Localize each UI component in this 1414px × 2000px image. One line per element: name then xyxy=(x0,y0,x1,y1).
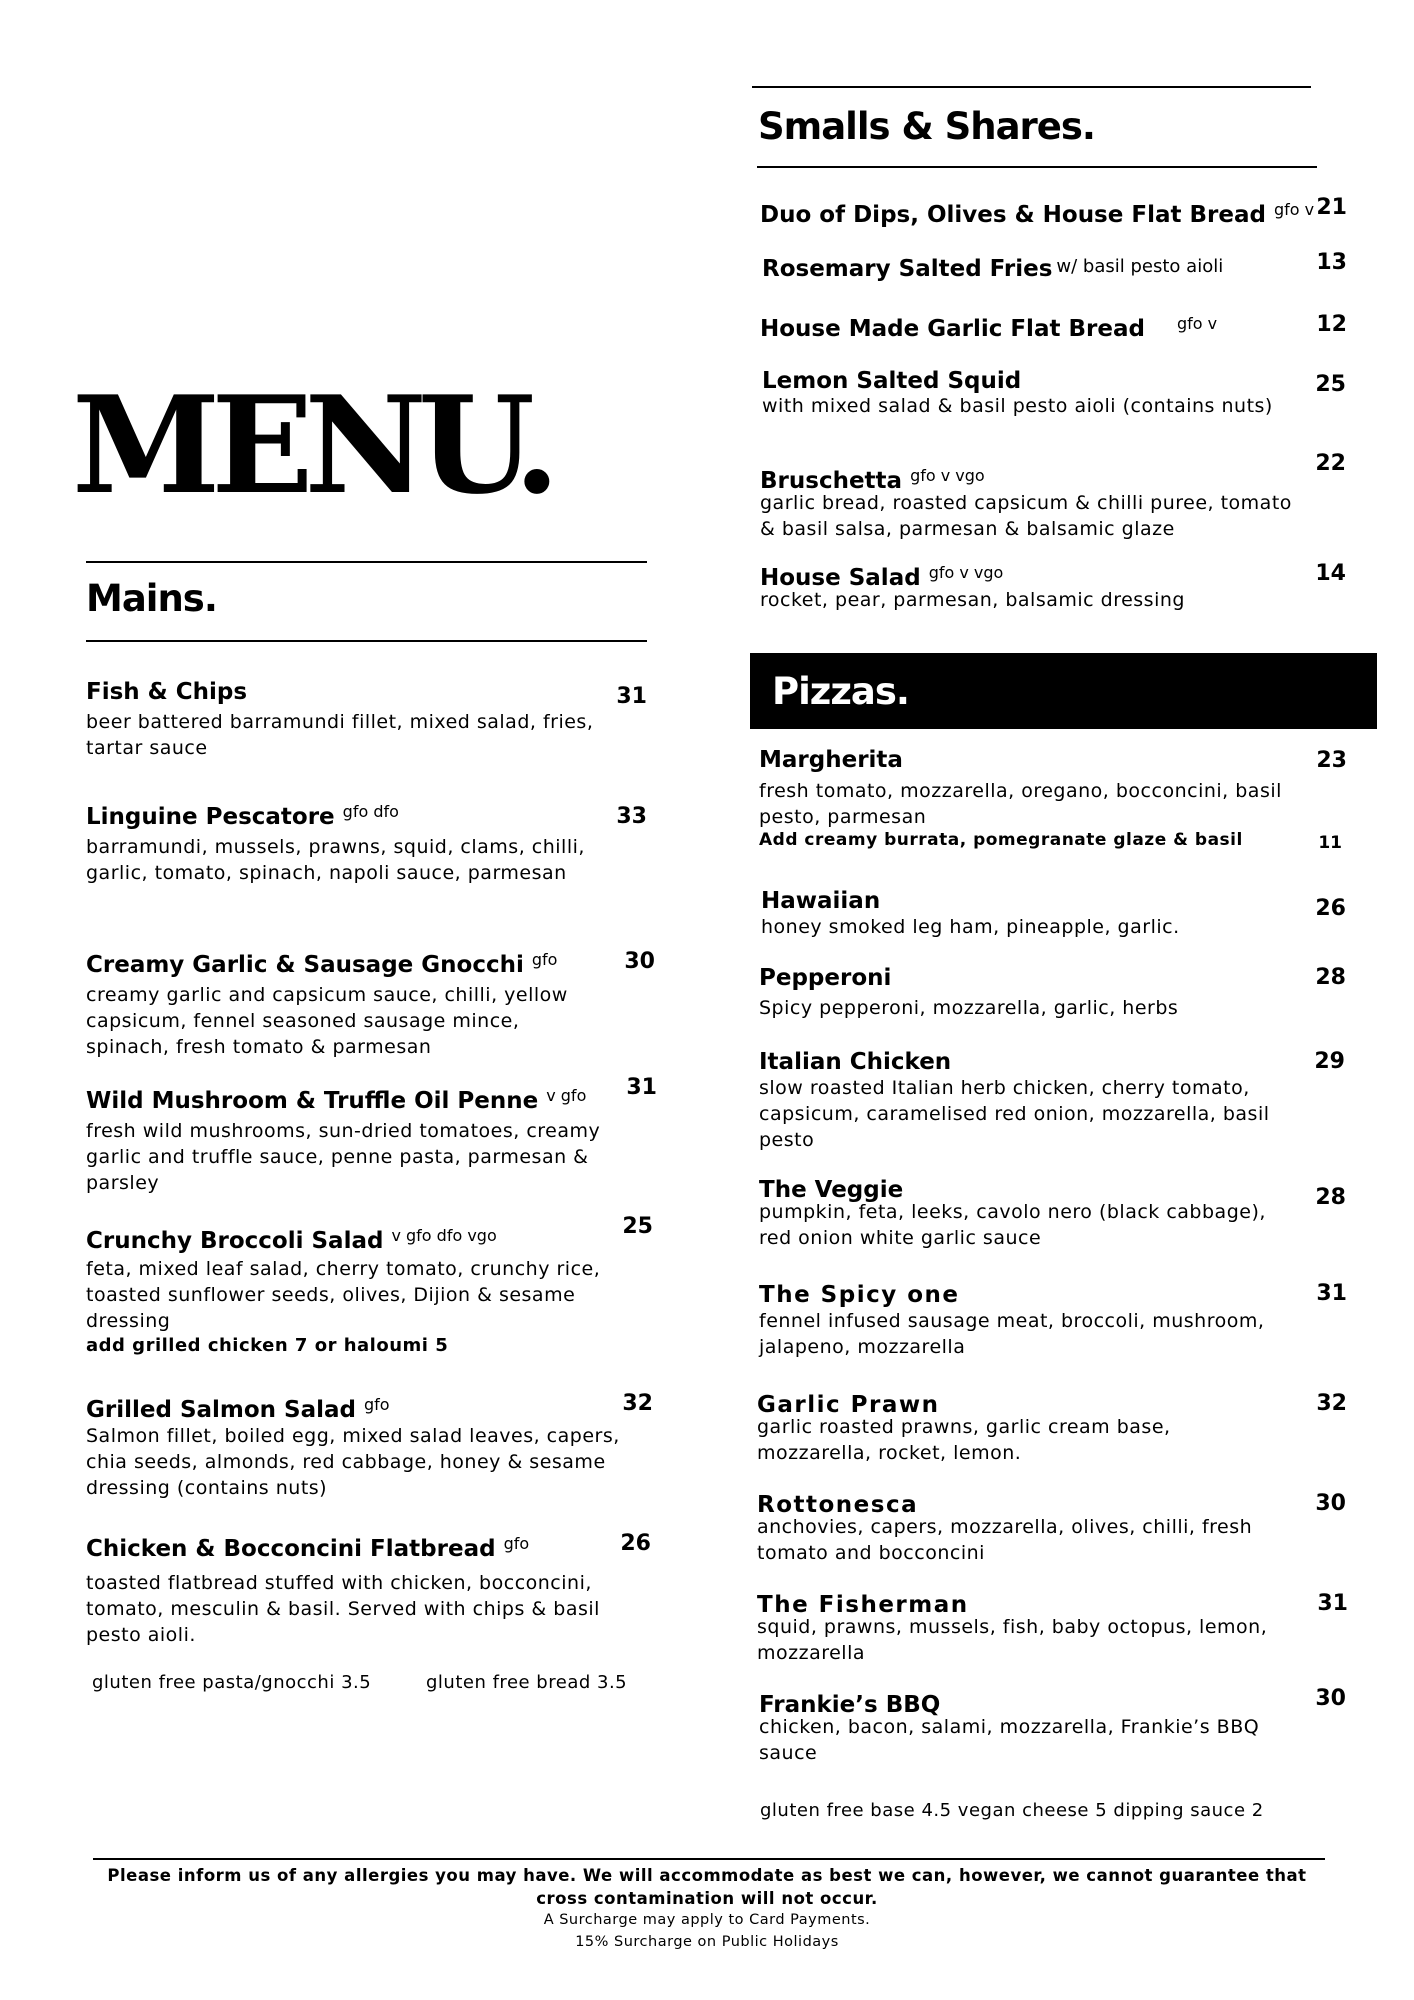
item-description: with mixed salad & basil pesto aioli (contains nuts) xyxy=(762,395,1273,417)
item-description: slow roasted Italian herb chicken, cherry tomato, capsicum, caramelised red onion, mozzarella, basil pesto xyxy=(759,1077,1270,1151)
item-description: garlic bread, roasted capsicum & chilli puree, tomato & basil salsa, parmesan & balsamic glaze xyxy=(760,492,1292,540)
item-description: barramundi, mussels, prawns, squid, clams, chilli, garlic, tomato, spinach, napoli sauce, parmesan xyxy=(86,836,585,884)
item-name: House Made Garlic Flat Bread xyxy=(760,316,1145,342)
menu-item xyxy=(86,1529,646,1648)
item-name: Wild Mushroom & Truffle Oil Penne xyxy=(86,1088,539,1114)
item-price: 26 xyxy=(1315,896,1346,921)
item-name: Garlic Prawn xyxy=(757,1392,940,1418)
smalls-bottom-rule xyxy=(757,166,1317,168)
dietary-tag: v gfo xyxy=(546,1086,587,1105)
menu-item xyxy=(760,461,1300,542)
item-price: 23 xyxy=(1316,748,1347,773)
item-price: 25 xyxy=(622,1214,653,1239)
item-name: The Spicy one xyxy=(759,1282,960,1308)
item-description: fennel infused sausage meat, broccoli, mushroom, jalapeno, mozzarella xyxy=(759,1310,1265,1358)
item-price: 30 xyxy=(624,949,655,974)
item-price: 31 xyxy=(626,1075,657,1100)
menu-item xyxy=(759,745,1324,850)
menu-item xyxy=(86,797,586,886)
menu-item xyxy=(759,1047,1324,1153)
item-add-on: add grilled chicken 7 or haloumi 5 xyxy=(86,1335,449,1356)
menu-item xyxy=(86,1221,646,1358)
dietary-tag: gfo v xyxy=(1273,200,1315,219)
menu-item xyxy=(759,1280,1279,1360)
item-name: Frankie’s BBQ xyxy=(759,1692,941,1718)
item-price: 12 xyxy=(1316,312,1347,337)
menu-item xyxy=(86,1081,606,1196)
holiday-surcharge-notice: 15% Surcharge on Public Holidays xyxy=(575,1934,839,1950)
item-description: anchovies, capers, mozzarella, olives, chilli, fresh tomato and bocconcini xyxy=(757,1516,1253,1564)
item-description: creamy garlic and capsicum sauce, chilli, yellow capsicum, fennel seasoned sausage mince, spinach, fresh tomato & parmesan xyxy=(86,984,568,1058)
mains-title: Mains. xyxy=(86,577,217,620)
item-price: 31 xyxy=(616,684,647,709)
item-price: 30 xyxy=(1315,1686,1346,1711)
item-name: The Fisherman xyxy=(757,1592,969,1618)
item-name: The Veggie xyxy=(759,1177,904,1203)
add-on-price: 11 xyxy=(1318,833,1342,853)
item-price: 13 xyxy=(1316,250,1347,275)
item-accompaniment: w/ basil pesto aioli xyxy=(1056,256,1224,277)
menu-item xyxy=(86,1390,626,1501)
item-name: Duo of Dips, Olives & House Flat Bread xyxy=(760,202,1266,228)
item-name: Chicken & Bocconcini Flatbread xyxy=(86,1536,496,1562)
pizzas-extras-note: gluten free base 4.5 vegan cheese 5 dipping sauce 2 xyxy=(760,1800,1264,1821)
dietary-tag: gfo v xyxy=(1176,314,1218,333)
item-price: 14 xyxy=(1315,561,1346,586)
item-description: honey smoked leg ham, pineapple, garlic. xyxy=(761,916,1180,938)
item-price: 29 xyxy=(1314,1049,1345,1074)
dietary-tag: gfo v vgo xyxy=(928,563,1004,582)
page-title: MENU. xyxy=(72,366,552,524)
dietary-tag: gfo xyxy=(531,950,558,969)
menu-item xyxy=(760,309,1217,344)
dietary-tag: gfo xyxy=(503,1534,530,1553)
item-price: 32 xyxy=(622,1391,653,1416)
menu-item xyxy=(759,963,1299,1021)
menu-item xyxy=(761,886,1301,940)
card-surcharge-notice: A Surcharge may apply to Card Payments. xyxy=(543,1912,871,1928)
menu-item xyxy=(757,1390,1277,1466)
item-name: Rottonesca xyxy=(757,1492,919,1518)
item-price: 21 xyxy=(1316,195,1347,220)
item-name: Crunchy Broccoli Salad xyxy=(86,1228,384,1254)
item-price: 28 xyxy=(1315,1185,1346,1210)
item-price: 22 xyxy=(1315,451,1346,476)
mains-note-gluten-free-pasta: gluten free pasta/gnocchi 3.5 xyxy=(92,1672,372,1693)
dietary-tag: v gfo dfo vgo xyxy=(391,1226,497,1245)
menu-item xyxy=(760,195,1314,230)
dietary-tag: gfo v vgo xyxy=(910,466,985,485)
item-price: 33 xyxy=(616,804,647,829)
item-description: squid, prawns, mussels, fish, baby octopus, lemon, mozzarella xyxy=(757,1616,1268,1664)
item-name: Creamy Garlic & Sausage Gnocchi xyxy=(86,952,524,978)
item-name: Grilled Salmon Salad xyxy=(86,1397,357,1423)
pizzas-title: Pizzas. xyxy=(772,670,909,713)
item-description: pumpkin, feta, leeks, cavolo nero (black cabbage), red onion white garlic sauce xyxy=(759,1201,1266,1249)
item-name: Linguine Pescatore xyxy=(86,804,335,830)
menu-item xyxy=(759,1175,1299,1251)
menu-item xyxy=(86,677,626,761)
item-price: 28 xyxy=(1315,965,1346,990)
dietary-tag: gfo dfo xyxy=(342,802,399,821)
mains-top-rule xyxy=(86,561,647,563)
item-name: Bruschetta xyxy=(760,468,903,494)
item-price: 25 xyxy=(1315,372,1346,397)
item-price: 30 xyxy=(1315,1491,1346,1516)
item-description: fresh tomato, mozzarella, oregano, bocconcini, basil pesto, parmesan xyxy=(759,780,1282,828)
item-price: 32 xyxy=(1316,1391,1347,1416)
footer-rule xyxy=(93,1858,1325,1860)
dietary-tag: gfo xyxy=(364,1395,390,1414)
menu-item xyxy=(760,558,1280,613)
item-description: feta, mixed leaf salad, cherry tomato, crunchy rice, toasted sunflower seeds, olives, Dijion & sesame dressing xyxy=(86,1258,601,1332)
menu-item xyxy=(762,252,1223,284)
item-price: 26 xyxy=(620,1531,651,1556)
item-name: Pepperoni xyxy=(759,965,892,991)
menu-item xyxy=(757,1490,1297,1566)
item-description: Salmon fillet, boiled egg, mixed salad leaves, capers, chia seeds, almonds, red cabbage, honey & sesame dressing (contains nuts) xyxy=(86,1425,620,1499)
item-add-on: Add creamy burrata, pomegranate glaze & basil xyxy=(759,830,1243,850)
item-name: House Salad xyxy=(760,565,921,591)
item-name: Fish & Chips xyxy=(86,679,248,705)
item-description: garlic roasted prawns, garlic cream base, mozzarella, rocket, lemon. xyxy=(757,1416,1171,1464)
item-name: Margherita xyxy=(759,747,903,773)
item-name: Italian Chicken xyxy=(759,1049,952,1075)
allergy-notice: Please inform us of any allergies you may have. We will accommodate as best we can, however, we cannot guarantee that cross contamination will not occur. xyxy=(107,1866,1307,1908)
menu-item xyxy=(757,1590,1297,1666)
item-name: Hawaiian xyxy=(761,888,881,914)
item-description: fresh wild mushrooms, sun-dried tomatoes, creamy garlic and truffle sauce, penne pasta, parmesan & parsley xyxy=(86,1120,601,1194)
item-description: Spicy pepperoni, mozzarella, garlic, herbs xyxy=(759,997,1179,1019)
item-price: 31 xyxy=(1316,1281,1347,1306)
item-description: chicken, bacon, salami, mozzarella, Frankie’s BBQ sauce xyxy=(759,1716,1260,1764)
item-description: rocket, pear, parmesan, balsamic dressing xyxy=(760,589,1185,611)
item-description: toasted flatbread stuffed with chicken, bocconcini, tomato, mesculin & basil. Served with chips & basil pesto aioli. xyxy=(86,1572,600,1646)
menu-item xyxy=(762,366,1282,419)
item-name: Lemon Salted Squid xyxy=(762,368,1022,394)
menu-item xyxy=(86,945,586,1060)
mains-note-gluten-free-bread: gluten free bread 3.5 xyxy=(426,1672,628,1693)
smalls-title: Smalls & Shares. xyxy=(758,105,1095,148)
menu-item xyxy=(759,1690,1299,1766)
item-description: beer battered barramundi fillet, mixed salad, fries, tartar sauce xyxy=(86,711,594,759)
item-price: 31 xyxy=(1317,1591,1348,1616)
smalls-top-rule xyxy=(752,86,1311,88)
item-name: Rosemary Salted Fries xyxy=(762,256,1053,282)
mains-bottom-rule xyxy=(86,640,647,642)
